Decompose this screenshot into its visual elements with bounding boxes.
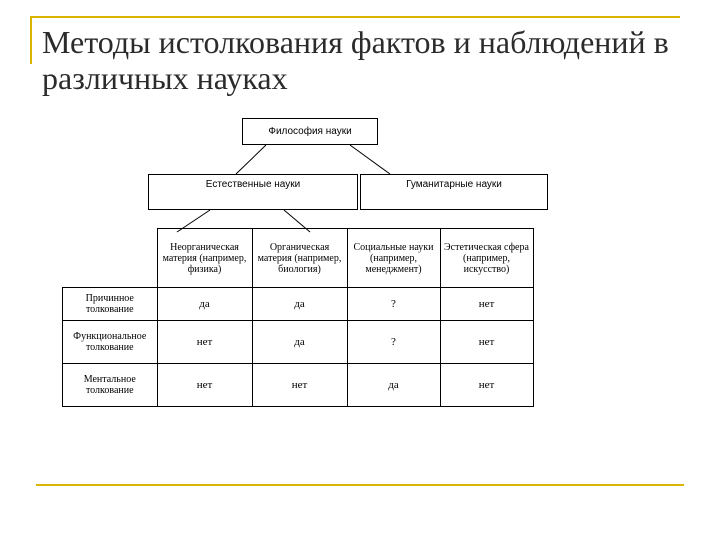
table-cell: ? [347, 288, 440, 321]
humanities-node [360, 174, 548, 210]
table-cell: ? [347, 321, 440, 364]
table-cell: нет [157, 364, 252, 407]
row-label: Функциональное толкование [63, 321, 158, 364]
column-header: Неорганическая материя (например, физика) [157, 229, 252, 288]
natural-sciences-node [148, 174, 358, 210]
root-node [242, 118, 378, 145]
column-header: Эстетическая сфера (например, искусство) [440, 229, 533, 288]
row-label: Ментальное толкование [63, 364, 158, 407]
root-node-label: Философия науки [268, 125, 352, 137]
table-row [63, 364, 534, 407]
methods-table [62, 228, 534, 407]
table-cell: нет [440, 364, 533, 407]
humanities-label: Гуманитарные науки [406, 179, 502, 190]
column-header: Органическая материя (например, биология) [252, 229, 347, 288]
table-cell: да [157, 288, 252, 321]
table-cell: да [347, 364, 440, 407]
table-cell: да [252, 321, 347, 364]
table-header-row [63, 229, 534, 288]
table-cell: нет [440, 321, 533, 364]
connector-root-to-natural [236, 145, 266, 174]
natural-sciences-label: Естественные науки [205, 179, 301, 190]
table-cell: нет [440, 288, 533, 321]
table-cell: да [252, 288, 347, 321]
table-row [63, 288, 534, 321]
table-cell: нет [157, 321, 252, 364]
table-cell: нет [252, 364, 347, 407]
table-corner-cell [63, 229, 158, 288]
connector-root-to-humanities [350, 145, 390, 174]
slide-title: Методы истолкования фактов и наблюдений в различных науках [42, 24, 669, 96]
row-label: Причинное толкование [63, 288, 158, 321]
table-row [63, 321, 534, 364]
column-header: Социальные науки (например, менеджмент) [347, 229, 440, 288]
